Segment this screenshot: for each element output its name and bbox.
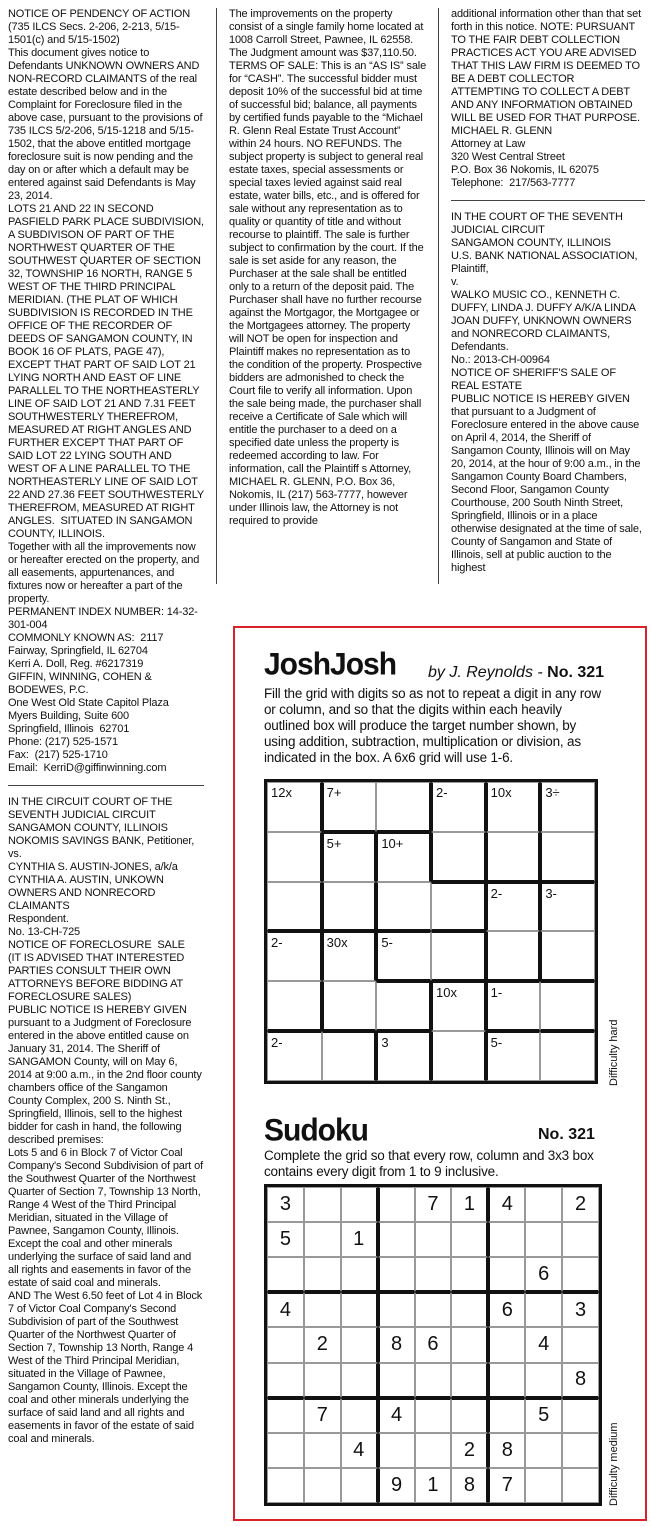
sudoku-cell[interactable]: [267, 1468, 304, 1503]
joshjosh-cell[interactable]: [322, 981, 377, 1031]
sudoku-cell[interactable]: [304, 1292, 341, 1327]
sudoku-cell[interactable]: [525, 1433, 562, 1468]
joshjosh-cell[interactable]: 2-: [267, 931, 322, 981]
joshjosh-cell[interactable]: 5-: [486, 1031, 541, 1081]
sudoku-cell[interactable]: 8: [451, 1468, 488, 1503]
sudoku-cell[interactable]: [415, 1433, 452, 1468]
sudoku-cell[interactable]: 7: [488, 1468, 525, 1503]
joshjosh-cell[interactable]: 2-: [486, 882, 541, 932]
sudoku-cell[interactable]: 8: [378, 1327, 415, 1362]
column-divider: [216, 8, 217, 584]
joshjosh-cell[interactable]: 10x: [431, 981, 486, 1031]
sudoku-cell[interactable]: [451, 1257, 488, 1292]
joshjosh-cell[interactable]: [267, 832, 322, 882]
sudoku-cell[interactable]: [378, 1187, 415, 1222]
sudoku-cell[interactable]: 1: [451, 1187, 488, 1222]
sudoku-title: Sudoku: [264, 1113, 368, 1148]
sudoku-cell[interactable]: [378, 1292, 415, 1327]
sudoku-cell[interactable]: [451, 1292, 488, 1327]
sudoku-cell[interactable]: [267, 1257, 304, 1292]
sudoku-cell[interactable]: 3: [267, 1187, 304, 1222]
sudoku-cell[interactable]: [267, 1398, 304, 1433]
sudoku-cell[interactable]: 7: [304, 1398, 341, 1433]
sudoku-cell[interactable]: [341, 1398, 378, 1433]
sudoku-cell[interactable]: [525, 1222, 562, 1257]
sudoku-grid[interactable]: [264, 1184, 602, 1506]
sudoku-cell[interactable]: [341, 1187, 378, 1222]
notice-pendency-of-action: NOTICE OF PENDENCY OF ACTION (735 ILCS Secs. 2-206, 2-213, 5/15-1501(c) and 5/15-1502) This document gives notice to Defendants UNKNOWN OWNERS AND NON-RECORD CLAIMANTS of the real estate described below and in the Complaint for Foreclosure filed in the above case, pursuant to the provisions of 735 ILCS 5/2-206, 5/15-1218 and 5/15-1502, that the above entitled mortgage foreclosure suit is now pending and the day on or after which a default may be entered against said Defendants is May 23, 2014. LOTS 21 AND 22 IN SECOND PASFIELD PARK PLACE SUBDIVISION, A SUBDIVISON OF PART OF THE NORTHWEST QUARTER OF THE SOUTHWEST QUARTER OF SECTION 32, TOWNSHIP 16 NORTH, RANGE 5 WEST OF THE THIRD PRINCIPAL MERIDIAN. (THE PLAT OF WHICH SUBDIVISION IS RECORDED IN THE OFFICE OF THE RECORDER OF DEEDS OF SANGAMON COUNTY, IN BOOK 16 OF PLATS, PAGE 47), EXCEPT THAT PART OF SAID LOT 21 LYING NORTH AND EAST OF LINE PARALLEL TO THE NORTHEASTERLY LINE OF SAID LOT 21 AND 7.31 FEET SOUTHWESTERLY THEREFROM, MEASURED AT RIGHT ANGLES AND FURTHER EXCEPT THAT PART OF SAID LOT 22 LYING SOUTH AND WEST OF A LINE PARALLEL TO THE NORTHEASTERLY LINE OF SAID LOT 22 AND 27.36 FEET SOUTHWESTERLY THEREFROM, MEASURED AT RIGHT ANGLES. SITUATED IN SANGAMON COUNTY, ILLINOIS. Together with all the improvements now or hereafter erected on the property, and all easements, appurtenances, and fixtures now or hereafter a part of the property. PERMANENT INDEX NUMBER: 14-32-301-004 COMMONLY KNOWN AS: 2117 Fairway, Springfield, IL 62704 Kerri A. Doll, Reg. #6217319 GIFFIN, WINNING, COHEN & BODEWES, P.C. One West Old State Capitol Plaza Myers Building, Suite 600 Springfield, Illinois 62701 Phone: (217) 525-1571 Fax: (217) 525-1710 Email: KerriD@giffinwinning.com: [8, 8, 204, 774]
sudoku-cell[interactable]: 5: [525, 1398, 562, 1433]
sudoku-number: No. 321: [538, 1126, 595, 1143]
joshjosh-cell[interactable]: [376, 981, 431, 1031]
sudoku-cell[interactable]: [451, 1327, 488, 1362]
sudoku-difficulty: Difficulty medium: [608, 1422, 620, 1506]
legal-notices-column-3: [451, 8, 645, 575]
sudoku-cell[interactable]: [378, 1363, 415, 1398]
joshjosh-cell[interactable]: [486, 931, 541, 981]
sudoku-cell[interactable]: [341, 1363, 378, 1398]
sudoku-cell[interactable]: 8: [562, 1363, 599, 1398]
legal-notices-column-1: [8, 8, 204, 1446]
sudoku-cell[interactable]: 5: [267, 1222, 304, 1257]
sudoku-instructions: Complete the grid so that every row, column and 3x3 box contains every digit from 1 to 9 inclusive.: [264, 1148, 594, 1179]
sudoku-cell[interactable]: 9: [378, 1468, 415, 1503]
sudoku-cell[interactable]: [415, 1257, 452, 1292]
sudoku-cell[interactable]: [415, 1292, 452, 1327]
sudoku-cell[interactable]: 2: [451, 1433, 488, 1468]
sudoku-cell[interactable]: [488, 1363, 525, 1398]
sudoku-cell[interactable]: [488, 1398, 525, 1433]
notice-debt-collection: additional information other than that set forth in this notice. NOTE: PURSUANT TO THE FAIR DEBT COLLECTION PRACTICES ACT YOU ARE ADVISED THAT THIS LAW FIRM IS DEEMED TO BE A DEBT COLLECTOR ATTEMPTING TO COLLECT A DEBT AND ANY INFORMATION OBTAINED WILL BE USED FOR THAT PURPOSE. MICHAEL R. GLENN Attorney at Law 320 West Central Street P.O. Box 36 Nokomis, IL 62075 Telephone: 217/563-7777: [451, 8, 641, 189]
sudoku-cell[interactable]: [304, 1257, 341, 1292]
joshjosh-cell[interactable]: 5-: [376, 931, 431, 981]
sudoku-cell[interactable]: [304, 1363, 341, 1398]
joshjosh-cell[interactable]: 5+: [322, 832, 377, 882]
joshjosh-cell[interactable]: 2-: [267, 1031, 322, 1081]
legal-notices-column-2: [229, 8, 427, 528]
sudoku-cell[interactable]: [341, 1468, 378, 1503]
sudoku-cell[interactable]: 4: [525, 1327, 562, 1362]
sudoku-cell[interactable]: [415, 1398, 452, 1433]
joshjosh-grid[interactable]: [264, 779, 598, 1084]
sudoku-cell[interactable]: [525, 1363, 562, 1398]
notice-terms-of-sale: The improvements on the property consist of a single family home located at 1008 Carroll Street, Pawnee, IL 62558. The Judgment amount was $37,110.50. TERMS OF SALE: This is an “AS IS” sale for “CASH”. The successful bidder must deposit 10% of the successful bid at time of successful bid; balance, all payments by certified funds payable to the “Michael R. Glenn Real Estate Trust Account” within 24 hours. NO REFUNDS. The subject property is subject to general real estate taxes, special assessments or special taxes levied against said real estate, water bills, etc., and is offered for sale without any representation as to quality or quantity of title and without recourse to plaintiff. The sale is further subject to confirmation by the court. If the sale is set aside for any reason, the Purchaser at the sale shall be entitled only to a return of the deposit paid. The Purchaser shall have no further recourse against the Mortgagor, the Mortgagee or the Mortgagees attorney. The property will NOT be open for inspection and Plaintiff makes no representation as to the condition of the property. Prospective bidders are admonished to check the Court file to verify all information. Upon the sale being made, the purchaser shall receive a Certificate of Sale which will entitle the purchaser to a deed on a specified date unless the property is redeemed according to law. For information, call the Plaintiff s Attorney, MICHAEL R. GLENN, P.O. Box 36, Nokomis, IL (217) 563-7777, however under Illinois law, the Attorney is not required to provide: [229, 8, 427, 527]
joshjosh-cell[interactable]: [486, 832, 541, 882]
joshjosh-title: JoshJosh: [264, 647, 397, 682]
sudoku-cell[interactable]: 6: [488, 1292, 525, 1327]
joshjosh-cell[interactable]: [540, 832, 595, 882]
sudoku-cell[interactable]: [341, 1257, 378, 1292]
sudoku-cell[interactable]: 1: [341, 1222, 378, 1257]
sudoku-cell[interactable]: [304, 1187, 341, 1222]
sudoku-cell[interactable]: [267, 1327, 304, 1362]
joshjosh-number: No. 321: [547, 664, 605, 681]
joshjosh-byline: by J. Reynolds - No. 321: [428, 664, 605, 681]
joshjosh-cell[interactable]: 3-: [540, 882, 595, 932]
sudoku-cell[interactable]: 3: [562, 1292, 599, 1327]
joshjosh-cell[interactable]: [431, 931, 486, 981]
sudoku-cell[interactable]: 4: [488, 1187, 525, 1222]
sudoku-cell[interactable]: [304, 1222, 341, 1257]
joshjosh-cell[interactable]: 3÷: [540, 782, 595, 832]
joshjosh-cell[interactable]: 1-: [486, 981, 541, 1031]
joshjosh-cell[interactable]: [267, 882, 322, 932]
joshjosh-cell[interactable]: [431, 882, 486, 932]
sudoku-cell[interactable]: [304, 1468, 341, 1503]
sudoku-cell[interactable]: [378, 1433, 415, 1468]
sudoku-cell[interactable]: [378, 1257, 415, 1292]
sudoku-cell[interactable]: 2: [562, 1187, 599, 1222]
sudoku-cell[interactable]: 4: [267, 1292, 304, 1327]
divider: [451, 200, 645, 201]
sudoku-cell[interactable]: [451, 1363, 488, 1398]
sudoku-cell[interactable]: [562, 1398, 599, 1433]
sudoku-cell[interactable]: [488, 1222, 525, 1257]
sudoku-cell[interactable]: 7: [415, 1187, 452, 1222]
joshjosh-cell[interactable]: [431, 832, 486, 882]
joshjosh-cell[interactable]: [376, 782, 431, 832]
joshjosh-cell[interactable]: 10x: [486, 782, 541, 832]
sudoku-cell[interactable]: [415, 1222, 452, 1257]
joshjosh-cell[interactable]: 7+: [322, 782, 377, 832]
divider: [8, 785, 204, 786]
sudoku-cell[interactable]: [562, 1468, 599, 1503]
sudoku-cell[interactable]: [488, 1257, 525, 1292]
sudoku-cell[interactable]: [525, 1187, 562, 1222]
sudoku-cell[interactable]: [451, 1222, 488, 1257]
joshjosh-cell[interactable]: [540, 931, 595, 981]
sudoku-cell[interactable]: [451, 1398, 488, 1433]
joshjosh-difficulty: Difficulty hard: [608, 1019, 620, 1086]
sudoku-cell[interactable]: 4: [341, 1433, 378, 1468]
sudoku-cell[interactable]: [562, 1327, 599, 1362]
sudoku-cell[interactable]: [525, 1292, 562, 1327]
joshjosh-cell[interactable]: 30x: [322, 931, 377, 981]
sudoku-cell[interactable]: [488, 1327, 525, 1362]
sudoku-cell[interactable]: 6: [415, 1327, 452, 1362]
column-divider: [438, 8, 439, 584]
sudoku-cell[interactable]: [341, 1292, 378, 1327]
sudoku-cell[interactable]: [378, 1222, 415, 1257]
sudoku-cell[interactable]: [562, 1257, 599, 1292]
joshjosh-cell[interactable]: [540, 1031, 595, 1081]
sudoku-cell[interactable]: [562, 1433, 599, 1468]
sudoku-cell[interactable]: [304, 1433, 341, 1468]
joshjosh-cell[interactable]: [376, 882, 431, 932]
joshjosh-cell[interactable]: [322, 882, 377, 932]
joshjosh-cell[interactable]: 12x: [267, 782, 322, 832]
sudoku-cell[interactable]: 2: [304, 1327, 341, 1362]
sudoku-cell[interactable]: 8: [488, 1433, 525, 1468]
sudoku-cell[interactable]: 4: [378, 1398, 415, 1433]
sudoku-cell[interactable]: [415, 1363, 452, 1398]
sudoku-cell[interactable]: [525, 1468, 562, 1503]
sudoku-cell[interactable]: 6: [525, 1257, 562, 1292]
joshjosh-cell[interactable]: 2-: [431, 782, 486, 832]
sudoku-cell[interactable]: [267, 1433, 304, 1468]
sudoku-cell[interactable]: [341, 1327, 378, 1362]
joshjosh-cell[interactable]: [431, 1031, 486, 1081]
sudoku-cell[interactable]: 1: [415, 1468, 452, 1503]
sudoku-cell[interactable]: [267, 1363, 304, 1398]
notice-sheriffs-sale: IN THE COURT OF THE SEVENTH JUDICIAL CIRCUIT SANGAMON COUNTY, ILLINOIS U.S. BANK NATIONAL ASSOCIATION, Plaintiff, v. WALKO MUSIC CO., KENNETH C. DUFFY, LINDA J. DUFFY A/K/A LINDA JOAN DUFFY, UNKNOWN OWNERS and NONRECORD CLAIMANTS, Defendants. No.: 2013-CH-00964 NOTICE OF SHERIFF'S SALE OF REAL ESTATE PUBLIC NOTICE IS HEREBY GIVEN that pursuant to a Judgment of Foreclosure entered in the above cause on April 4, 2014, the Sheriff of Sangamon County, Illinois will on May 20, 2014, at the hour of 9:00 a.m., in the Sangamon County Board Chambers, Second Floor, Sangamon County Courthouse, 200 South Ninth Street, Springfield, Illinois or in a place otherwise designated at the time of sale, County of Sangamon and State of Illinois, sell at public auction to the highest: [451, 211, 642, 574]
joshjosh-cell[interactable]: [267, 981, 322, 1031]
notice-foreclosure-sale: IN THE CIRCUIT COURT OF THE SEVENTH JUDICIAL CIRCUIT SANGAMON COUNTY, ILLINOIS NOKOMIS SAVINGS BANK, Petitioner, vs. CYNTHIA S. AUSTIN-JONES, a/k/a CYNTHIA A. AUSTIN, UNKOWN OWNERS AND NONRECORD CLAIMANTS Respondent. No. 13-CH-725 NOTICE OF FORECLOSURE SALE (IT IS ADVISED THAT INTERESTED PARTIES CONSULT THEIR OWN ATTORNEYS BEFORE BIDDING AT FORECLOSURE SALES) PUBLIC NOTICE IS HEREBY GIVEN pursuant to a Judgment of Foreclosure entered in the above entitled cause on January 31, 2014. The Sheriff of SANGAMON County, will on May 6, 2014 at 9:00 a.m., in the 2nd floor county chambers office of the Sangamon County Complex, 200 S. Ninth St., Springfield, Illinois, sell to the highest bidder for cash in hand, the following described premises: Lots 5 and 6 in Block 7 of Victor Coal Company's Second Subdivision of part of the Southwest Quarter of the Northwest Quarter of Section 7, Township 13 North, Range 4 West of the Third Principal Meridian, situated in the Village of Pawnee, Sangamon County, Illinois. Except the coal and other minerals underlying the surface of said land and all rights and easements in favor of the estate of said coal and minerals. AND The West 6.50 feet of Lot 4 in Block 7 of Victor Coal Company's Second Subdivision of part of the Southwest Quarter of the Northwest Quarter of Section 7, Township 13 North, Range 4 West of the Third Principal Meridian, situated in the Village of Pawnee, Sangamon County, Illinois. Except the coal and other minerals underlying the surface of said land and all rights and easements in favor of the estate of said coal and minerals.: [8, 796, 203, 1445]
joshjosh-cell[interactable]: [540, 981, 595, 1031]
sudoku-cell[interactable]: [562, 1222, 599, 1257]
joshjosh-cell[interactable]: 10+: [376, 832, 431, 882]
joshjosh-instructions: Fill the grid with digits so as not to repeat a digit in any row or column, and so that the digits within each heavily outlined box will produce the target number shown, by using addition, subtraction, multiplication or division, as indicated in the box. A 6x6 grid will use 1-6.: [264, 686, 601, 765]
joshjosh-cell[interactable]: 3: [376, 1031, 431, 1081]
joshjosh-cell[interactable]: [322, 1031, 377, 1081]
